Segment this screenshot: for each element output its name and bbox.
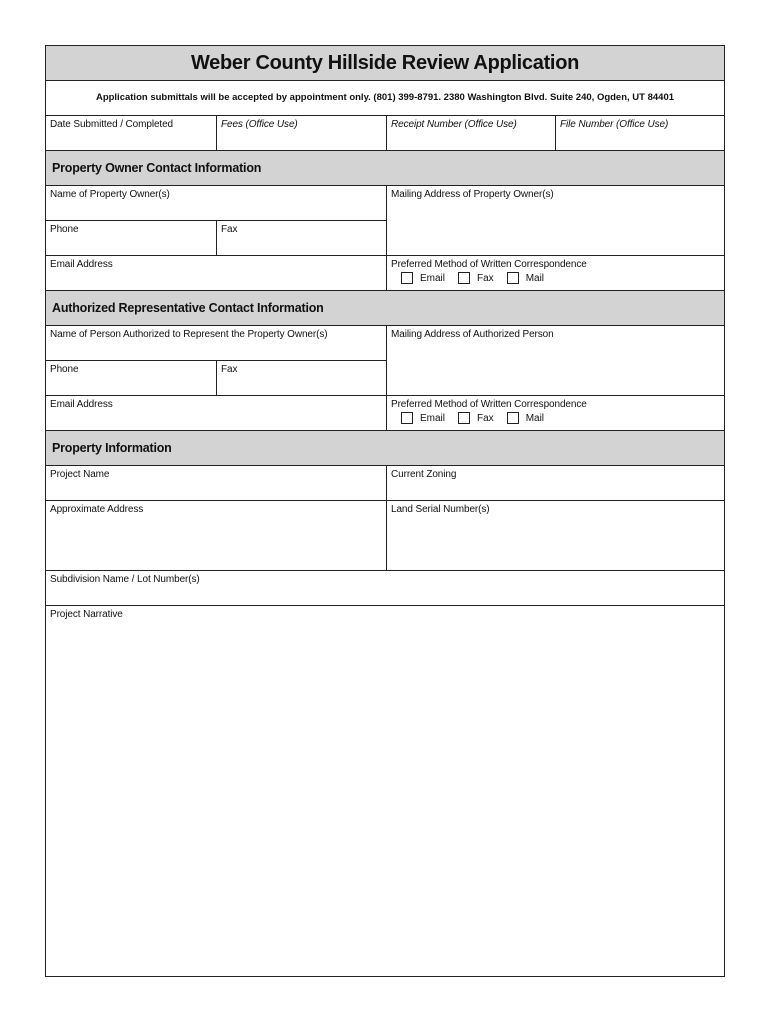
receipt-number-label: Receipt Number (Office Use) [391, 119, 517, 130]
owner-name-label: Name of Property Owner(s) [50, 189, 170, 200]
address-serial-row [46, 501, 724, 571]
owner-phone-field[interactable] [46, 221, 216, 255]
rep-option-mail-label: Mail [525, 412, 545, 424]
owner-method-options [401, 272, 557, 284]
rep-preferred-method [386, 396, 724, 430]
subdivision-label: Subdivision Name / Lot Number(s) [50, 574, 200, 585]
project-zoning-row [46, 466, 724, 501]
notice-row [46, 81, 724, 116]
rep-phone-field[interactable] [46, 361, 216, 395]
project-name-field[interactable] [46, 466, 386, 500]
owner-option-mail-label: Mail [525, 272, 545, 284]
rep-preferred-label: Preferred Method of Written Correspondence [391, 399, 587, 410]
office-use-row [46, 116, 724, 151]
fees-field[interactable] [216, 116, 386, 150]
rep-option-email[interactable] [401, 412, 445, 424]
owner-preferred-label: Preferred Method of Written Correspondence [391, 259, 587, 270]
owner-fax-label: Fax [221, 224, 238, 235]
land-serial-field[interactable] [386, 501, 724, 570]
rep-method-options [401, 412, 557, 424]
approximate-address-label: Approximate Address [50, 504, 144, 515]
owner-fax-field[interactable] [216, 221, 386, 255]
owner-option-mail[interactable] [507, 272, 544, 284]
fees-label: Fees (Office Use) [221, 119, 298, 130]
rep-phone-label: Phone [50, 364, 79, 375]
receipt-number-field[interactable] [386, 116, 555, 150]
checkbox-icon[interactable] [458, 412, 470, 424]
subdivision-field[interactable] [46, 571, 724, 606]
date-submitted-field[interactable] [46, 116, 216, 150]
rep-option-fax[interactable] [458, 412, 494, 424]
project-name-label: Project Name [50, 469, 110, 480]
owner-phone-fax-row [46, 221, 386, 256]
title-row [46, 46, 724, 81]
owner-name-field[interactable] [46, 186, 386, 221]
application-form [45, 45, 725, 977]
property-section-header [46, 431, 724, 466]
property-section-heading: Property Information [52, 441, 172, 455]
submittal-notice: Application submittals will be accepted by appointment only. (801) 399-8791. 2380 Washington Blvd. Suite 240, Ogden, UT 84401 [95, 92, 675, 103]
rep-email-row [46, 396, 724, 431]
owner-mailing-field[interactable] [386, 186, 724, 256]
rep-option-email-label: Email [420, 412, 446, 424]
file-number-label: File Number (Office Use) [560, 119, 669, 130]
owner-email-row [46, 256, 724, 291]
rep-section-heading: Authorized Representative Contact Information [52, 301, 324, 315]
rep-option-mail[interactable] [507, 412, 544, 424]
rep-fax-label: Fax [221, 364, 238, 375]
project-narrative-field[interactable] [46, 606, 724, 976]
project-narrative-label: Project Narrative [50, 609, 123, 620]
owner-phone-label: Phone [50, 224, 79, 235]
rep-phone-fax-row [46, 361, 386, 396]
checkbox-icon[interactable] [507, 272, 519, 284]
checkbox-icon[interactable] [507, 412, 519, 424]
rep-mailing-field[interactable] [386, 326, 724, 396]
owner-email-label: Email Address [50, 259, 113, 270]
current-zoning-field[interactable] [386, 466, 724, 500]
owner-section-heading: Property Owner Contact Information [52, 161, 262, 175]
rep-fax-field[interactable] [216, 361, 386, 395]
rep-section-header [46, 291, 724, 326]
checkbox-icon[interactable] [458, 272, 470, 284]
rep-name-label: Name of Person Authorized to Represent the Property Owner(s) [50, 329, 328, 340]
rep-email-label: Email Address [50, 399, 113, 410]
approximate-address-field[interactable] [46, 501, 386, 570]
owner-option-fax-label: Fax [477, 272, 494, 284]
form-title: Weber County Hillside Review Application [190, 52, 580, 74]
owner-preferred-method [386, 256, 724, 290]
owner-email-field[interactable] [46, 256, 386, 290]
rep-option-fax-label: Fax [477, 412, 494, 424]
rep-name-field[interactable] [46, 326, 386, 361]
checkbox-icon[interactable] [401, 272, 413, 284]
owner-mailing-label: Mailing Address of Property Owner(s) [391, 189, 554, 200]
owner-section-header [46, 151, 724, 186]
current-zoning-label: Current Zoning [391, 469, 457, 480]
file-number-field[interactable] [555, 116, 724, 150]
owner-option-email-label: Email [420, 272, 446, 284]
rep-email-field[interactable] [46, 396, 386, 430]
owner-option-email[interactable] [401, 272, 445, 284]
owner-option-fax[interactable] [458, 272, 494, 284]
checkbox-icon[interactable] [401, 412, 413, 424]
rep-mailing-label: Mailing Address of Authorized Person [391, 329, 554, 340]
land-serial-label: Land Serial Number(s) [391, 504, 490, 515]
date-submitted-label: Date Submitted / Completed [50, 119, 174, 130]
